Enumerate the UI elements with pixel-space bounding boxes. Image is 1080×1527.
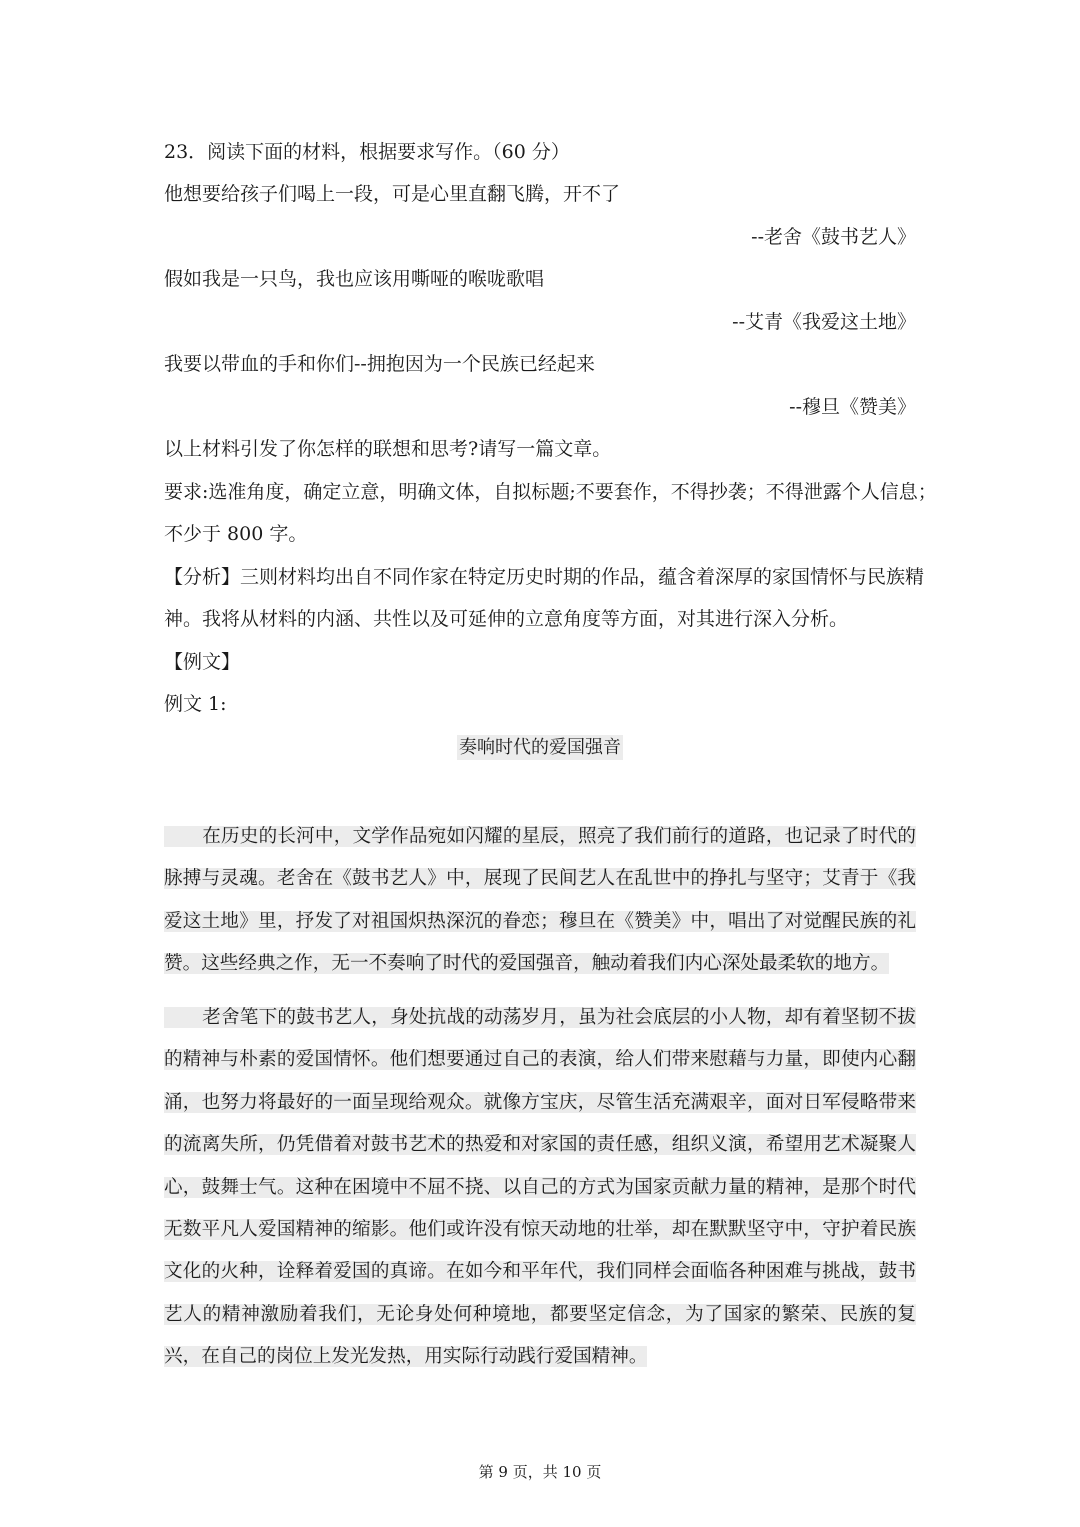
essay-paragraph-1-text: 在历史的长河中，文学作品宛如闪耀的星辰，照亮了我们前行的道路，也记录了时代的脉搏与灵魂。老舍在《鼓书艺人》中，展现了民间艺人在乱世中的挣扎与坚守；艾青于《我爱这土地》里，抒发了对祖国炽热深沉的眷恋；穆旦在《赞美》中，唱出了对觉醒民族的礼赞。这些经典之作，无一不奏响了时代的爱国强音，触动着我们内心深处最柔软的地方。 bbox=[164, 826, 916, 975]
material-source-2: --艾青《我爱这土地》 bbox=[732, 311, 916, 333]
requirements-line-1: 要求:选准角度，确定立意，明确文体，自拟标题;不要套作，不得抄袭；不得泄露个人信息； bbox=[164, 481, 937, 503]
material-source-1: --老舍《鼓书艺人》 bbox=[751, 226, 916, 248]
analysis-line-1: 【分析】三则材料均出自不同作家在特定历史时期的作品，蕴含着深厚的家国情怀与民族精 bbox=[164, 566, 925, 588]
essay-paragraph-2-text: 老舍笔下的鼓书艺人，身处抗战的动荡岁月，虽为社会底层的小人物，却有着坚韧不拔的精神与朴素的爱国情怀。他们想要通过自己的表演，给人们带来慰藉与力量，即使内心翻涌，也努力将最好的一面呈现给观众。就像方宝庆，尽管生活充满艰辛，面对日军侵略带来的流离失所，仍凭借着对鼓书艺术的热爱和对家国的责任感，组织义演，希望用艺术凝聚人心，鼓舞士气。这种在困境中不屈不挠、以自己的方式为国家贡献力量的精神，是那个时代无数平凡人爱国精神的缩影。他们或许没有惊天动地的壮举，却在默默坚守中，守护着民族文化的火种，诠释着爱国的真谛。在如今和平年代，我们同样会面临各种困难与挑战，鼓书艺人的精神激励着我们，无论身处何种境地，都要坚定信念，为了国家的繁荣、民族的复兴，在自己的岗位上发光发热，用实际行动践行爱国精神。 bbox=[164, 1007, 916, 1368]
essay-paragraph-1 bbox=[164, 816, 916, 986]
essay-paragraph-2 bbox=[164, 997, 916, 1379]
question-heading: 23．阅读下面的材料，根据要求写作。（60 分） bbox=[164, 141, 570, 163]
material-quote-1: 他想要给孩子们喝上一段，可是心里直翻飞腾，开不了 bbox=[164, 183, 621, 205]
writing-prompt: 以上材料引发了你怎样的联想和思考?请写一篇文章。 bbox=[164, 438, 612, 460]
example-label: 例文 1: bbox=[164, 693, 227, 715]
material-quote-3: 我要以带血的手和你们--拥抱因为一个民族已经起来 bbox=[164, 353, 595, 375]
requirements-line-2: 不少于 800 字。 bbox=[164, 523, 308, 545]
essay-title-text: 奏响时代的爱国强音 bbox=[459, 737, 621, 758]
page-footer: 第 9 页，共 10 页 bbox=[478, 1463, 602, 1481]
material-source-3: --穆旦《赞美》 bbox=[789, 396, 916, 418]
material-quote-2: 假如我是一只鸟，我也应该用嘶哑的喉咙歌唱 bbox=[164, 268, 545, 290]
analysis-line-2: 神。我将从材料的内涵、共性以及可延伸的立意角度等方面，对其进行深入分析。 bbox=[164, 608, 849, 630]
example-section-label: 【例文】 bbox=[164, 651, 241, 673]
essay-title bbox=[0, 733, 1080, 759]
